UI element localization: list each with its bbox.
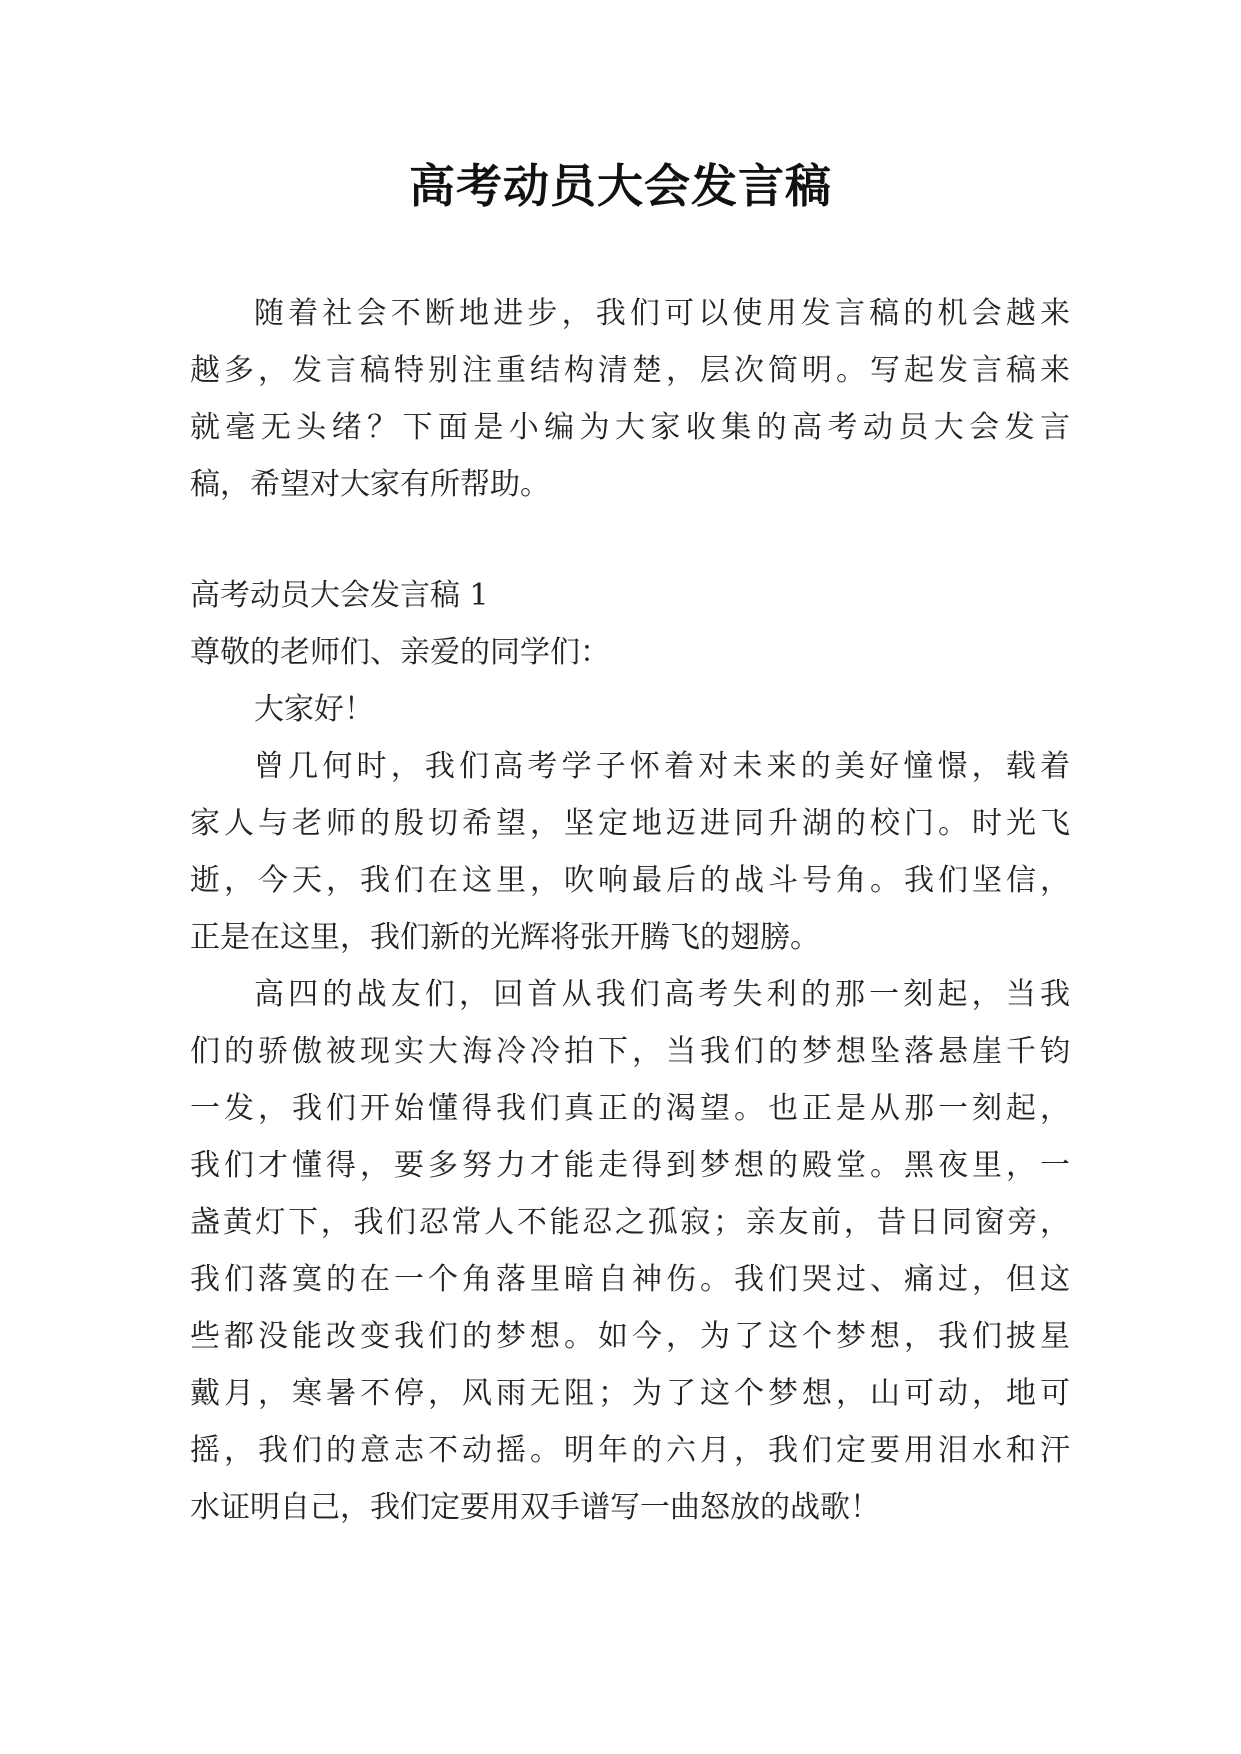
text-line: 些都没能改变我们的梦想。如今，为了这个梦想，我们披星 <box>190 1319 1070 1354</box>
text-line: 我们才懂得，要多努力才能走得到梦想的殿堂。黑夜里，一 <box>190 1148 1070 1183</box>
intro-paragraph <box>190 285 1070 513</box>
greeting: 大家好！ <box>254 692 374 727</box>
text-line: 戴月，寒暑不停，风雨无阻；为了这个梦想，山可动，地可 <box>190 1376 1070 1411</box>
text-line: 水证明自己，我们定要用双手谱写一曲怒放的战歌！ <box>190 1490 880 1525</box>
text-line: 逝，今天，我们在这里，吹响最后的战斗号角。我们坚信， <box>190 863 1070 898</box>
spacer <box>190 513 1070 567</box>
text-line: 家人与老师的殷切希望，坚定地迈进同升湖的校门。时光飞 <box>190 806 1070 841</box>
document-body <box>190 285 1070 1536</box>
document-title: 高考动员大会发言稿 <box>409 159 832 213</box>
section-heading: 高考动员大会发言稿 1 <box>190 578 489 613</box>
text-line: 稿，希望对大家有所帮助。 <box>190 467 550 502</box>
text-line: 们的骄傲被现实大海冷冷拍下，当我们的梦想坠落悬崖千钧 <box>190 1034 1070 1069</box>
text-line: 我们落寞的在一个角落里暗自神伤。我们哭过、痛过，但这 <box>190 1262 1070 1297</box>
text-line: 越多，发言稿特别注重结构清楚，层次简明。写起发言稿来 <box>190 353 1070 388</box>
body-paragraph-2 <box>190 966 1070 1536</box>
text-line: 就毫无头绪？下面是小编为大家收集的高考动员大会发言 <box>190 410 1070 445</box>
text-line: 一发，我们开始懂得我们真正的渴望。也正是从那一刻起， <box>190 1091 1070 1126</box>
text-line: 摇，我们的意志不动摇。明年的六月，我们定要用泪水和汗 <box>190 1433 1070 1468</box>
body-paragraph-1 <box>190 738 1070 966</box>
text-line: 曾几何时，我们高考学子怀着对未来的美好憧憬，载着 <box>254 749 1070 784</box>
text-line: 盏黄灯下，我们忍常人不能忍之孤寂；亲友前，昔日同窗旁， <box>190 1205 1070 1240</box>
salutation: 尊敬的老师们、亲爱的同学们： <box>190 635 610 670</box>
text-line: 随着社会不断地进步，我们可以使用发言稿的机会越来 <box>254 296 1070 331</box>
text-line: 正是在这里，我们新的光辉将张开腾飞的翅膀。 <box>190 920 820 955</box>
text-line: 高四的战友们，回首从我们高考失利的那一刻起，当我 <box>254 977 1070 1012</box>
